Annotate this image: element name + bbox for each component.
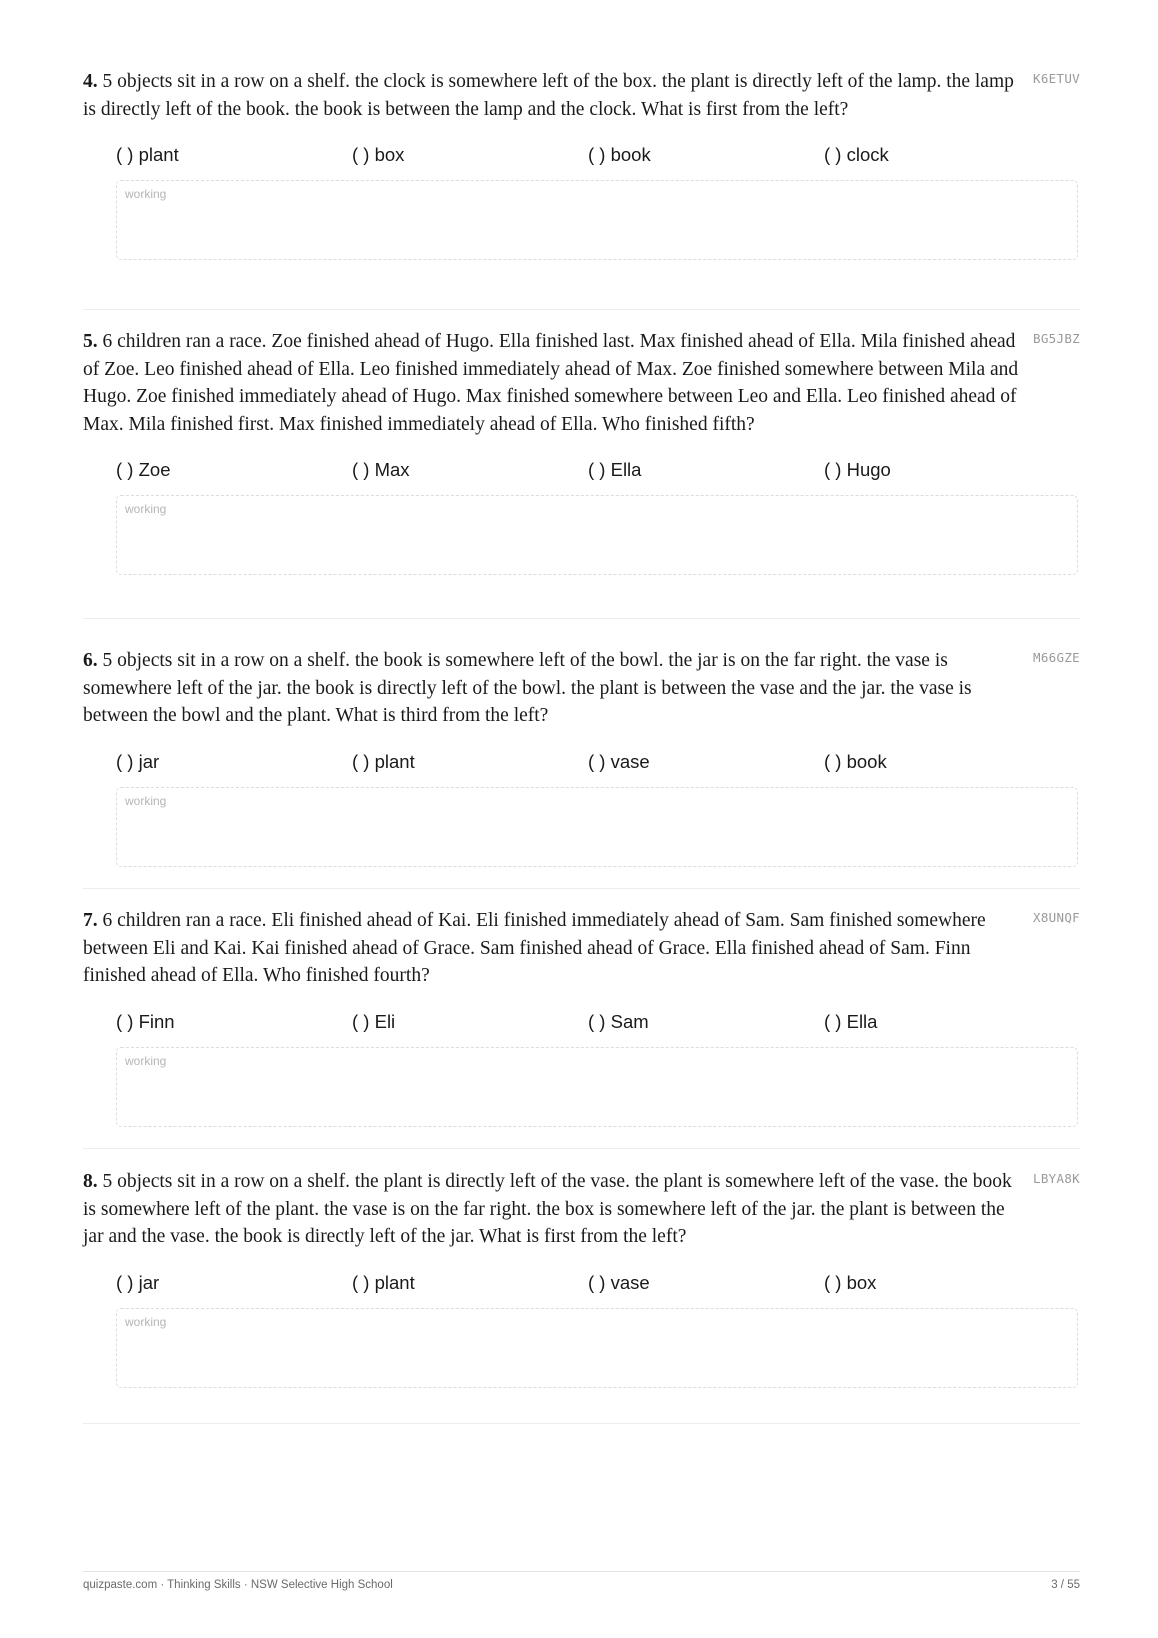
option-d[interactable]: ( ) clock bbox=[824, 144, 889, 165]
working-label: working bbox=[125, 1053, 167, 1068]
option-a[interactable]: ( ) Finn bbox=[116, 1010, 175, 1032]
question-code: M66GZE bbox=[1033, 650, 1080, 665]
working-area[interactable] bbox=[116, 1047, 1078, 1127]
footer-source: quizpaste.com · Thinking Skills · NSW Selective High School bbox=[83, 1579, 393, 1591]
question-body: 5 objects sit in a row on a shelf. the book is somewhere left of the bowl. the jar is on the far right. the vase is somewhere left of the jar. the book is directly left of the bowl. the plant is between the vase and the jar. the vase is between the bowl and the plant. What is third from the left? bbox=[83, 650, 972, 726]
option-b[interactable]: ( ) Max bbox=[352, 459, 410, 480]
question-number: 5. bbox=[83, 331, 98, 352]
option-b[interactable]: ( ) plant bbox=[352, 750, 415, 772]
question-7 bbox=[83, 907, 1080, 1149]
answer-options bbox=[116, 1272, 1080, 1296]
option-d[interactable]: ( ) book bbox=[824, 750, 887, 772]
option-c[interactable]: ( ) book bbox=[588, 144, 651, 165]
option-c[interactable]: ( ) vase bbox=[588, 1271, 650, 1293]
question-body: 5 objects sit in a row on a shelf. the plant is directly left of the vase. the plant is somewhere left of the vase. the book is somewhere left of the plant. the vase is on the far right. the box is somewhere left of the jar. the plant is between the jar and the vase. the book is directly left of the jar. What is first from the left? bbox=[83, 1171, 1012, 1247]
working-area[interactable] bbox=[116, 180, 1078, 260]
option-c[interactable]: ( ) Sam bbox=[588, 1010, 649, 1032]
question-number: 7. bbox=[83, 910, 98, 931]
option-a[interactable]: ( ) plant bbox=[116, 144, 179, 165]
question-code: BG5JBZ bbox=[1033, 331, 1080, 346]
answer-options bbox=[116, 144, 1080, 168]
answer-options bbox=[116, 751, 1080, 775]
option-a[interactable]: ( ) Zoe bbox=[116, 459, 171, 480]
working-area[interactable] bbox=[116, 495, 1078, 575]
option-c[interactable]: ( ) vase bbox=[588, 750, 650, 772]
question-text bbox=[83, 328, 1023, 438]
working-area[interactable] bbox=[116, 787, 1078, 867]
option-c[interactable]: ( ) Ella bbox=[588, 459, 642, 480]
question-text bbox=[83, 1168, 1023, 1251]
option-b[interactable]: ( ) Eli bbox=[352, 1010, 396, 1032]
question-6 bbox=[83, 647, 1080, 889]
question-number: 8. bbox=[83, 1171, 98, 1192]
question-body: 6 children ran a race. Eli finished ahead of Kai. Eli finished immediately ahead of Sam. Sam finished somewhere between Eli and Kai. Kai finished ahead of Grace. Sam finished ahead of Grace. Ella finished ahead of Sam. Finn finished ahead of Ella. Who finished fourth? bbox=[83, 910, 986, 986]
working-label: working bbox=[125, 502, 167, 516]
question-4 bbox=[83, 68, 1080, 310]
option-b[interactable]: ( ) box bbox=[352, 144, 405, 165]
question-number: 6. bbox=[83, 650, 98, 671]
option-d[interactable]: ( ) box bbox=[824, 1271, 877, 1293]
question-5 bbox=[83, 328, 1080, 619]
option-a[interactable]: ( ) jar bbox=[116, 750, 160, 772]
question-code: LBYA8K bbox=[1033, 1171, 1080, 1186]
page-footer bbox=[83, 1571, 1080, 1591]
question-text bbox=[83, 68, 1023, 123]
question-body: 6 children ran a race. Zoe finished ahead of Hugo. Ella finished last. Max finished ahead of Ella. Mila finished ahead of Zoe. Leo finished ahead of Ella. Leo finished immediately ahead of Max. Zoe finished somewhere between Mila and Hugo. Zoe finished immediately ahead of Hugo. Max finished somewhere between Leo and Ella. Leo finished ahead of Max. Mila finished first. Max finished immediately ahead of Ella. Who finished fifth? bbox=[83, 331, 1019, 435]
answer-options bbox=[116, 1011, 1080, 1035]
page-number: 3 / 55 bbox=[1051, 1579, 1080, 1591]
question-code: X8UNQF bbox=[1033, 910, 1080, 925]
working-label: working bbox=[125, 187, 167, 201]
question-text bbox=[83, 907, 1023, 990]
answer-options bbox=[116, 459, 1080, 483]
option-a[interactable]: ( ) jar bbox=[116, 1271, 160, 1293]
working-label: working bbox=[125, 1314, 167, 1329]
question-body: 5 objects sit in a row on a shelf. the clock is somewhere left of the box. the plant is directly left of the lamp. the lamp is directly left of the book. the book is between the lamp and the clock. What is first from the left? bbox=[83, 71, 1014, 120]
question-number: 4. bbox=[83, 71, 98, 92]
option-d[interactable]: ( ) Ella bbox=[824, 1010, 878, 1032]
question-8 bbox=[83, 1168, 1080, 1424]
option-b[interactable]: ( ) plant bbox=[352, 1271, 415, 1293]
question-code: K6ETUV bbox=[1033, 71, 1080, 86]
question-text bbox=[83, 647, 1023, 730]
working-label: working bbox=[125, 793, 167, 808]
option-d[interactable]: ( ) Hugo bbox=[824, 459, 891, 480]
working-area[interactable] bbox=[116, 1308, 1078, 1388]
